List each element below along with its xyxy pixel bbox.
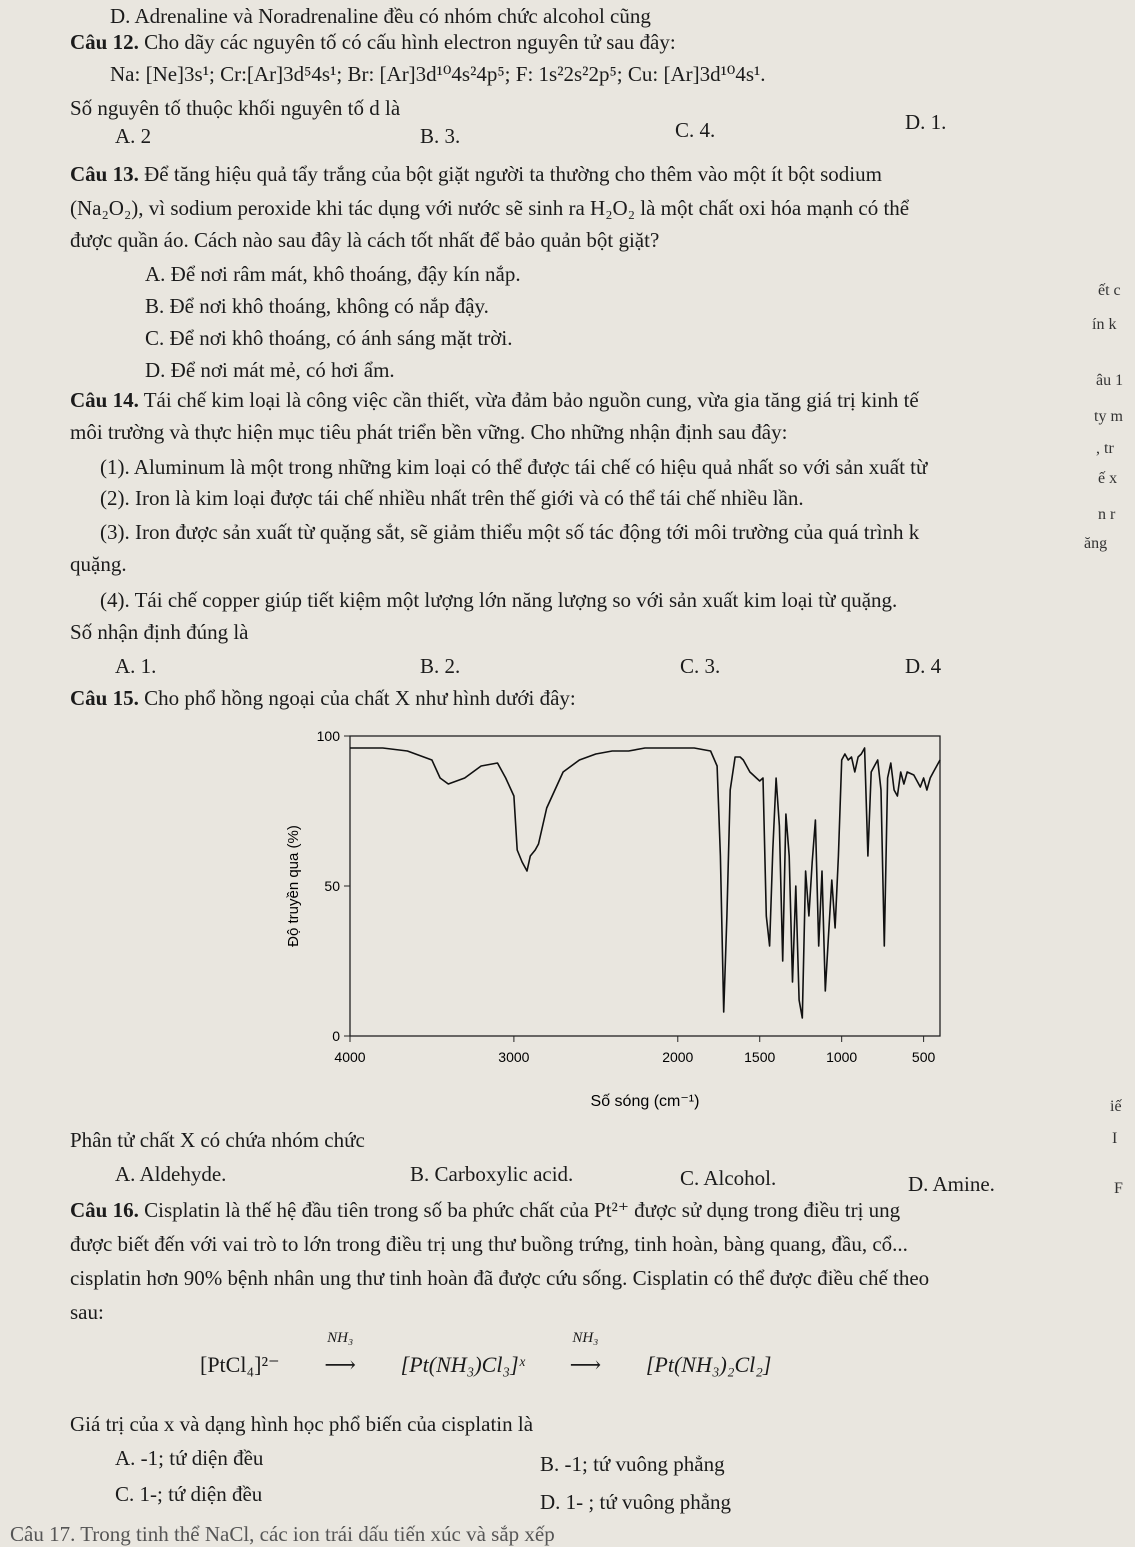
margin-note: âu 1 [1096,372,1124,389]
reagent-label: NH₃ [327,1330,354,1346]
option-c: C. 4. [675,118,716,142]
top-line: D. Adrenaline và Noradrenaline đều có nhóm chức alcohol cũng [110,4,651,28]
question-prompt: Số nguyên tố thuộc khối nguyên tố d là [70,96,401,120]
option-d: D. 4 [905,654,942,678]
y-axis-label: Độ truyền qua (%) [285,825,302,947]
question-text-line: sau: [70,1300,104,1324]
question-text: Cho phổ hồng ngoại của chất X như hình dưới đây: [144,686,576,710]
option-b: B. 2. [420,654,461,678]
margin-note: F [1114,1180,1123,1197]
margin-note: ín k [1092,316,1117,333]
reaction-arrow-2: NH₃ ⟶ [530,1352,640,1378]
option-d: D. Amine. [908,1172,995,1196]
plot-frame [350,736,940,1036]
spectrum-line [350,748,940,1018]
question-label: Câu 13. [70,162,139,186]
option-c: C. 1-; tứ diện đều [115,1482,263,1506]
question-prompt: Phân tử chất X có chứa nhóm chức [70,1128,365,1152]
option-c: C. Alcohol. [680,1166,777,1190]
option-d: D. Để nơi mát mẻ, có hơi ẩm. [145,358,395,382]
option-d: D. 1. [905,110,947,134]
x-tick-label: 4000 [334,1049,366,1065]
statement-3-cont: quặng. [70,552,127,576]
question-text: Cho dãy các nguyên tố có cấu hình electron nguyên tử sau đây: [144,30,676,54]
reactant: [PtCl₄]²⁻ [200,1352,280,1377]
option-a: A. Aldehyde. [115,1162,227,1186]
margin-note: ế x [1098,470,1118,487]
option-d: D. 1- ; tứ vuông phẳng [540,1490,732,1514]
reaction-arrow-1: NH₃ ⟶ [285,1352,395,1378]
question-label: Câu 14. [70,388,139,412]
statement-1: (1). Aluminum là một trong những kim loại có thể được tái chế có hiệu quả nhất so với sản xuất từ [100,455,928,479]
y-tick-label: 100 [316,728,340,744]
question-16 [70,1198,900,1223]
margin-note: ty m [1094,408,1123,425]
question-prompt: Giá trị của x và dạng hình học phổ biến của cisplatin là [70,1412,534,1436]
x-axis-label: Số sóng (cm⁻¹) [590,1093,700,1110]
x-tick-label: 1500 [744,1049,776,1065]
ir-spectrum-chart [280,724,960,1124]
question-text: Tái chế kim loại là công việc cần thiết, vừa đảm bảo nguồn cung, vừa gia tăng giá trị kinh tế [143,388,919,412]
question-text: Để tăng hiệu quả tẩy trắng của bột giặt người ta thường cho thêm vào một ít bột sodium [144,162,882,186]
x-tick-label: 500 [911,1049,936,1065]
margin-note: I [1112,1130,1118,1147]
option-a: A. 2 [115,124,152,148]
question-text-line: (Na₂O₂), vì sodium peroxide khi tác dụng với nước sẽ sinh ra H₂O₂ là một chất oxi hóa mạnh có thể [70,196,910,220]
option-c: C. Để nơi khô thoáng, có ánh sáng mặt trời. [145,326,513,350]
option-a: A. -1; tứ diện đều [115,1446,264,1470]
question-label: Câu 16. [70,1198,139,1222]
question-text-line: môi trường và thực hiện mục tiêu phát triển bền vững. Cho những nhận định sau đây: [70,420,788,444]
margin-note: iế [1110,1098,1122,1115]
option-b: B. -1; tứ vuông phẳng [540,1452,725,1476]
question-label: Câu 12. [70,30,139,54]
question-13 [70,162,882,187]
electron-configs: Na: [Ne]3s¹; Cr:[Ar]3d⁵4s¹; Br: [Ar]3d¹⁰4s²4p⁵; F: 1s²2s²2p⁵; Cu: [Ar]3d¹⁰4s¹. [110,62,766,86]
margin-note: , tr [1096,440,1114,457]
y-tick-label: 0 [332,1028,340,1044]
reagent-label: NH₃ [572,1330,599,1346]
margin-note: n r [1098,506,1116,523]
option-a: A. 1. [115,654,157,678]
option-b: B. Để nơi khô thoáng, không có nắp đậy. [145,294,489,318]
x-tick-label: 2000 [662,1049,694,1065]
question-text: Cisplatin là thế hệ đầu tiên trong số ba phức chất của Pt²⁺ được sử dụng trong điều trị ung [144,1198,901,1222]
question-prompt: Số nhận định đúng là [70,620,249,644]
statement-4: (4). Tái chế copper giúp tiết kiệm một lượng lớn năng lượng so với sản xuất kim loại từ quặng. [100,588,898,612]
product: [Pt(NH₃)₂Cl₂] [645,1352,772,1377]
margin-note: ăng [1084,535,1108,552]
margin-note: ết c [1098,282,1121,299]
bottom-cut-line: Câu 17. Trong tinh thể NaCl, các ion trái dấu tiến xúc và sắp xếp [10,1522,555,1546]
question-text-line: được quần áo. Cách nào sau đây là cách tốt nhất để bảo quản bột giặt? [70,228,660,252]
x-tick-label: 1000 [826,1049,858,1065]
option-b: B. Carboxylic acid. [410,1162,574,1186]
ir-spectrum-svg [280,724,960,1124]
question-15 [70,686,576,711]
option-c: C. 3. [680,654,721,678]
question-14 [70,388,919,413]
statement-3: (3). Iron được sản xuất từ quặng sắt, sẽ giảm thiểu một số tác động tới môi trường của quá trình k [100,520,920,544]
x-tick-label: 3000 [498,1049,530,1065]
question-text-line: được biết đến với vai trò to lớn trong điều trị ung thư buồng trứng, tinh hoàn, bàng quang, đầu, cổ... [70,1232,908,1256]
question-text-line: cisplatin hơn 90% bệnh nhân ung thư tinh hoàn đã được cứu sống. Cisplatin có thể được điều chế theo [70,1266,930,1290]
y-tick-label: 50 [324,878,340,894]
question-12 [70,30,676,55]
reaction-equation [200,1330,772,1378]
question-label: Câu 15. [70,686,139,710]
option-b: B. 3. [420,124,461,148]
statement-2: (2). Iron là kim loại được tái chế nhiều nhất trên thế giới và có thể tái chế nhiều lần. [100,486,804,510]
intermediate: [Pt(NH₃)Cl₃]ˣ [400,1352,525,1377]
option-a: A. Để nơi râm mát, khô thoáng, đậy kín nắp. [145,262,521,286]
